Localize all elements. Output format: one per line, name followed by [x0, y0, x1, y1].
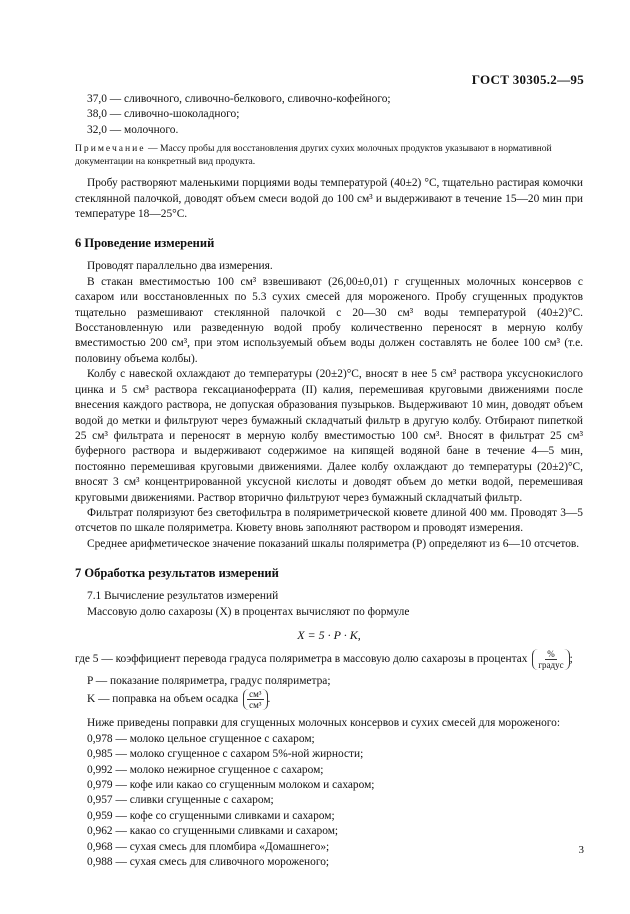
formula-intro: Массовую долю сахарозы (X) в процентах вычисляют по формуле	[87, 605, 410, 618]
unit-denominator: см³	[249, 700, 262, 711]
where-5-text: где 5 — коэффициент перевода градуса поляриметра в массовую долю сахарозы в процентах	[75, 653, 528, 666]
section-6-paragraph: Фильтрат поляризуют без светофильтра в поляриметрической кювете длиной 400 мм. Проводят 3—5 отсчетов по шкале поляриметра. Кювету вновь заполняют раствором и проводят измерения.	[75, 506, 583, 535]
standard-code-header: ГОСТ 30305.2—95	[471, 72, 584, 87]
top-list	[75, 92, 583, 138]
section-6-paragraph: Колбу с навеской охлаждают до температуры (20±2)°С, вносят в нее 5 см³ раствора уксуснокислого цинка и 5 см³ раствора гексацианоферрата (II) калия, перемешивая круговыми движениями после внесения каждого раствора, не допуская образования пузырьков. Выдерживают 10 мин, доводят объем водой до метки и фильтруют через бумажный складчатый фильтр в другую колбу. Отбирают пипеткой 25 см³ фильтрата и переносят в мерную колбу вместимостью 100 см³. Вносят в фильтрат 25 см³ буферного раствора и выдерживают содержимое на кипящей водяной бане в течение 4—5 мин, постоянно перемешивая круговыми движениями. Далее колбу охлаждают до температуры (20±2)°С, вносят 3 см³ концентрированной уксусной кислоты и доводят объем до метки водой, перемешивая круговыми движениями. Раствор вторично фильтруют через бумажный складчатый фильтр.	[75, 368, 583, 504]
list-item: 0,985 — молоко сгущенное с сахаром 5%-ной жирности;	[87, 748, 364, 761]
corrections-list	[75, 732, 583, 871]
unit-denominator: градус	[538, 659, 564, 670]
page-content	[75, 92, 583, 870]
list-item: 0,957 — сливки сгущенные с сахаром;	[87, 794, 274, 807]
note	[75, 142, 583, 168]
note-label: Примечание	[75, 143, 146, 155]
list-item: 37,0 — сливочного, сливочно-белкового, сливочно-кофейного;	[87, 93, 391, 105]
paragraph-dissolve: Пробу растворяют маленькими порциями воды температурой (40±2) °С, тщательно растирая комочки стеклянной палочкой, доводят объем смеси водой до 100 см³ и выдерживают в течение 15—20 мин при температуре 18—25°С.	[75, 177, 583, 221]
section-6-paragraph: Среднее арифметическое значение показаний шкалы поляриметра (Р) определяют из 6—10 отсчетов.	[87, 537, 580, 550]
list-item: 0,988 — сухая смесь для сливочного мороженого;	[87, 856, 330, 869]
page-number: 3	[578, 844, 584, 856]
section-6-paragraph: Проводят параллельно два измерения.	[87, 260, 273, 273]
section-6-title: 6 Проведение измерений	[75, 236, 215, 251]
list-item: 0,978 — молоко цельное сгущенное с сахаром;	[87, 732, 315, 745]
note-text: — Массу пробы для восстановления других сухих молочных продуктов указывают в нормативной документации на конкретный вид продукта.	[75, 143, 552, 168]
where-K-text: K — поправка на объем осадка	[87, 693, 239, 706]
formula: X = 5 · P · K,	[297, 627, 361, 642]
list-item: 32,0 — молочного.	[87, 123, 179, 136]
section-7-title: 7 Обработка результатов измерений	[75, 566, 279, 581]
list-item: 0,979 — кофе или какао со сгущенным молоком и сахаром;	[87, 779, 375, 791]
unit-cm3-per-cm3	[243, 689, 267, 710]
list-item: 0,962 — какао со сгущенными сливками и сахаром;	[87, 825, 339, 838]
subsection-title: 7.1 Вычисление результатов измерений	[87, 590, 279, 603]
where-K: K — поправка на объем осадка $\frac{\text{см³}}{\text{см³}}$ .	[87, 689, 271, 711]
list-item: 0,959 — кофе со сгущенными сливками и сахаром;	[87, 809, 335, 822]
corrections-intro: Ниже приведены поправки для сгущенных молочных консервов и сухих смесей для мороженого:	[87, 717, 561, 730]
unit-percent-per-degree	[532, 649, 569, 670]
where-5: где 5 — коэффициент перевода градуса поляриметра в массовую долю сахарозы в процентах $\frac{\%}{\text{градус}}$ ;	[75, 648, 573, 670]
unit-numerator: см³	[249, 689, 262, 700]
where-P: P — показание поляриметра, градус поляриметра;	[87, 674, 331, 687]
list-item: 0,968 — сухая смесь для пломбира «Домашнего»;	[87, 840, 330, 853]
list-item: 38,0 — сливочно-шоколадного;	[87, 108, 240, 121]
unit-numerator: %	[547, 648, 555, 659]
list-item: 0,992 — молоко нежирное сгущенное с сахаром;	[87, 763, 324, 776]
section-6-paragraph: В стакан вместимостью 100 см³ взвешивают (26,00±0,01) г сгущенных молочных консервов с сахаром или восстановленных по 5.3 сухих смесей для мороженого. Пробу сгущенных продуктов тщательно размешивают стеклянной палочкой с 20—30 см³ воды температурой (40±2)°С. Восстановленную или разведенную водой пробу количественно переносят в мерную колбу вместимостью 200 см³, при этом используемый объем воды должен составлять не более 100 см³ (т.е. половину объема колбы).	[75, 275, 583, 365]
